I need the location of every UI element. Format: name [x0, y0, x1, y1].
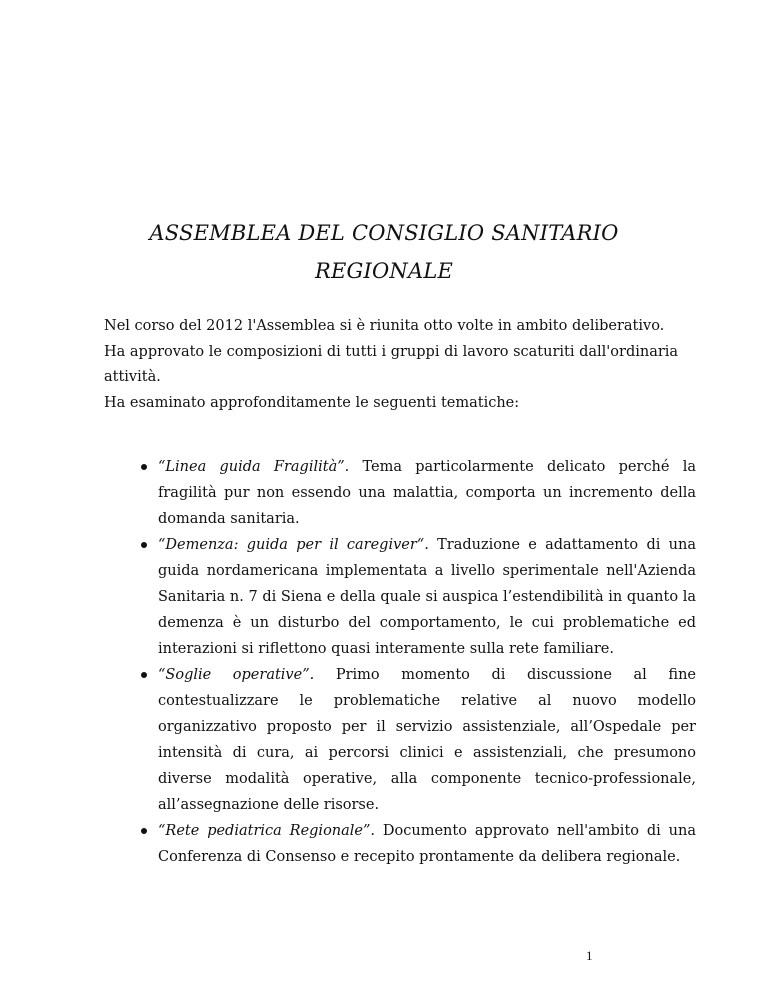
item-text: Tema particolarmente delicato perché la fragilità pur non essendo una malattia, comporta un incremento della domanda sanitaria. [158, 459, 697, 527]
list-item [104, 662, 696, 818]
bullet-icon [141, 828, 147, 834]
topics-list [104, 454, 696, 870]
intro-paragraphs [104, 314, 696, 416]
item-title: “Linea guida Fragilità”. [158, 459, 363, 475]
intro-line: Ha esaminato approfonditamente le seguenti tematiche: [104, 394, 520, 411]
list-item [104, 818, 696, 870]
title-line-1: ASSEMBLEA DEL CONSIGLIO SANITARIO [149, 221, 619, 245]
item-title: “Rete pediatrica Regionale”. [158, 823, 383, 839]
bullet-icon [141, 464, 147, 470]
item-title: “Demenza: guida per il caregiver“. [158, 537, 438, 553]
page-number: 1 [586, 948, 593, 963]
bullet-icon [141, 672, 147, 678]
intro-line: Nel corso del 2012 l'Assemblea si è riunita otto volte in ambito deliberativo. [104, 318, 665, 334]
page-title [0, 214, 768, 290]
item-title: “Soglie operative”. [158, 667, 336, 683]
bullet-icon [141, 542, 147, 548]
item-text: Primo momento di discussione al fine contestualizzare le problematiche relative al nuovo modello organizzativo proposto per il servizio assistenziale, all’Ospedale per intensità di cura, ai percorsi clinici e assistenziali, che presumono diverse modalità operative, alla componente tecnico-professionale, all’assegnazione delle risorse. [158, 667, 696, 813]
item-text: Traduzione e adattamento di una guida nordamericana implementata a livello sperimentale nell'Azienda Sanitaria n. 7 di Siena e della quale si auspica l’estendibilità in quanto la demenza è un disturbo del comportamento, le cui problematiche ed interazioni si riflettono quasi interamente sulla rete familiare. [158, 537, 696, 657]
intro-line: Ha approvato le composizioni di tutti i gruppi di lavoro scaturiti dall'ordinaria attività. [104, 343, 679, 385]
list-item [104, 454, 696, 532]
list-item [104, 532, 696, 662]
title-line-2: REGIONALE [314, 259, 454, 283]
item-text: Documento approvato nell'ambito di una Conferenza di Consenso e recepito prontamente da delibera regionale. [158, 823, 696, 865]
